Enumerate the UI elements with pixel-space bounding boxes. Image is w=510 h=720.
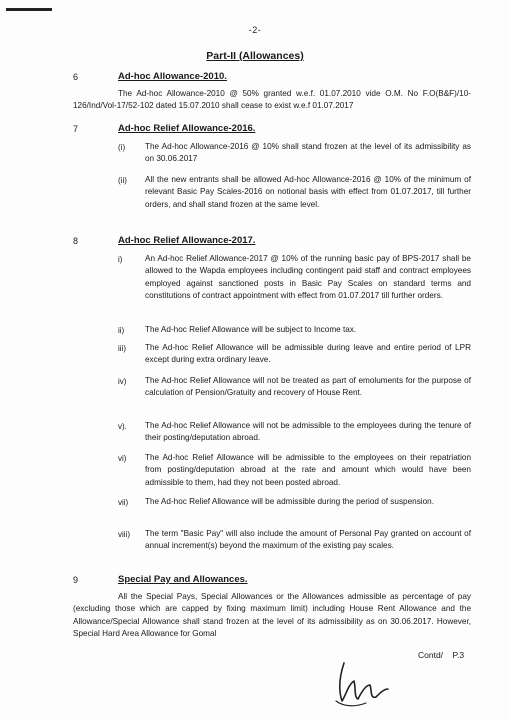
item-number: (i) [118, 143, 126, 152]
item-number: vi) [118, 454, 127, 463]
item-text: The Ad-hoc Relief Allowance will be subject to Income tax. [145, 325, 357, 334]
item-text: The Ad-hoc Relief Allowance will be admissible during the period of suspension. [145, 497, 434, 506]
item-text: An Ad-hoc Relief Allowance-2017 @ 10% of the running basic pay of BPS-2017 shall be allowed to the Wapda employees including contingent paid staff and contract employees employed against sanctioned posts in Basic Pay Scales on standard terms and constitutions of contract appointment with effect from 01.07.2017 till further orders. [145, 254, 471, 301]
item-number: ii) [118, 326, 125, 335]
page-number: -2- [248, 25, 262, 35]
corner-rule [6, 8, 52, 11]
section-number: 9 [73, 575, 79, 585]
item-text: The term "Basic Pay" will also include the amount of Personal Pay granted on account of annual increment(s) beyond the maximum of the existing pay scales. [145, 529, 471, 551]
section-heading: Ad-hoc Relief Allowance-2016. [118, 123, 256, 134]
section-number: 6 [73, 72, 79, 82]
item-number: v). [118, 422, 127, 431]
item-text: The Ad-hoc Allowance-2016 @ 10% shall stand frozen at the level of its admissibility as on 30.06.2017 [145, 142, 471, 164]
item-number: vii) [118, 498, 129, 507]
section-heading: Special Pay and Allowances. [118, 574, 248, 585]
part-title: Part-II (Allowances) [206, 50, 304, 62]
continued-note: Contd/ P.3 [418, 650, 465, 660]
item-text: The Ad-hoc Relief Allowance will not be admissible to the employees during the tenure of their posting/deputation abroad. [145, 421, 471, 443]
section-heading: Ad-hoc Relief Allowance-2017. [118, 235, 256, 246]
section-number: 8 [73, 236, 79, 246]
item-number: (ii) [118, 176, 127, 185]
section-paragraph: All the Special Pays, Special Allowances or the Allowances admissible as percentage of pay (excluding those which are capped by fixing maximum limit) including House Rent Allowance and the Allowance/Special Allowance shall stand frozen at the level of its admissibility as on 30.06.2017. However, Special Hard Area Allowance for Gomal [73, 592, 471, 639]
item-number: i) [118, 255, 123, 264]
item-number: viii) [118, 530, 130, 539]
item-text: The Ad-hoc Relief Allowance will be admissible to the employees on their repatriation from posting/deputation abroad at the rate and amount which would have been admissible to them, had they not been posted abroad. [145, 453, 471, 487]
section-heading: Ad-hoc Allowance-2010. [118, 71, 227, 82]
section-paragraph: The Ad-hoc Allowance-2010 @ 50% granted w.e.f. 01.07.2010 vide O.M. No F.O(B&F)/10-126/Ind/Vol-17/52-102 dated 15.07.2010 shall cease to exist w.e.f 01.07.2017 [73, 89, 471, 111]
item-text: The Ad-hoc Relief Allowance will not be treated as part of emoluments for the purpose of calculation of Pension/Gratuity and recovery of House Rent. [145, 376, 471, 398]
item-text: The Ad-hoc Relief Allowance will be admissible during leave and entire period of LPR except during extra ordinary leave. [145, 343, 471, 365]
item-number: iv) [118, 377, 127, 386]
item-number: iii) [118, 344, 126, 353]
signature [330, 655, 400, 710]
item-text: All the new entrants shall be allowed Ad-hoc Allowance-2016 @ 10% of the minimum of relevant Basic Pay Scales-2016 on notional basis with effect from 01.07.2017, till further orders, and shall stand frozen at the same level. [145, 175, 471, 209]
section-number: 7 [73, 124, 79, 134]
